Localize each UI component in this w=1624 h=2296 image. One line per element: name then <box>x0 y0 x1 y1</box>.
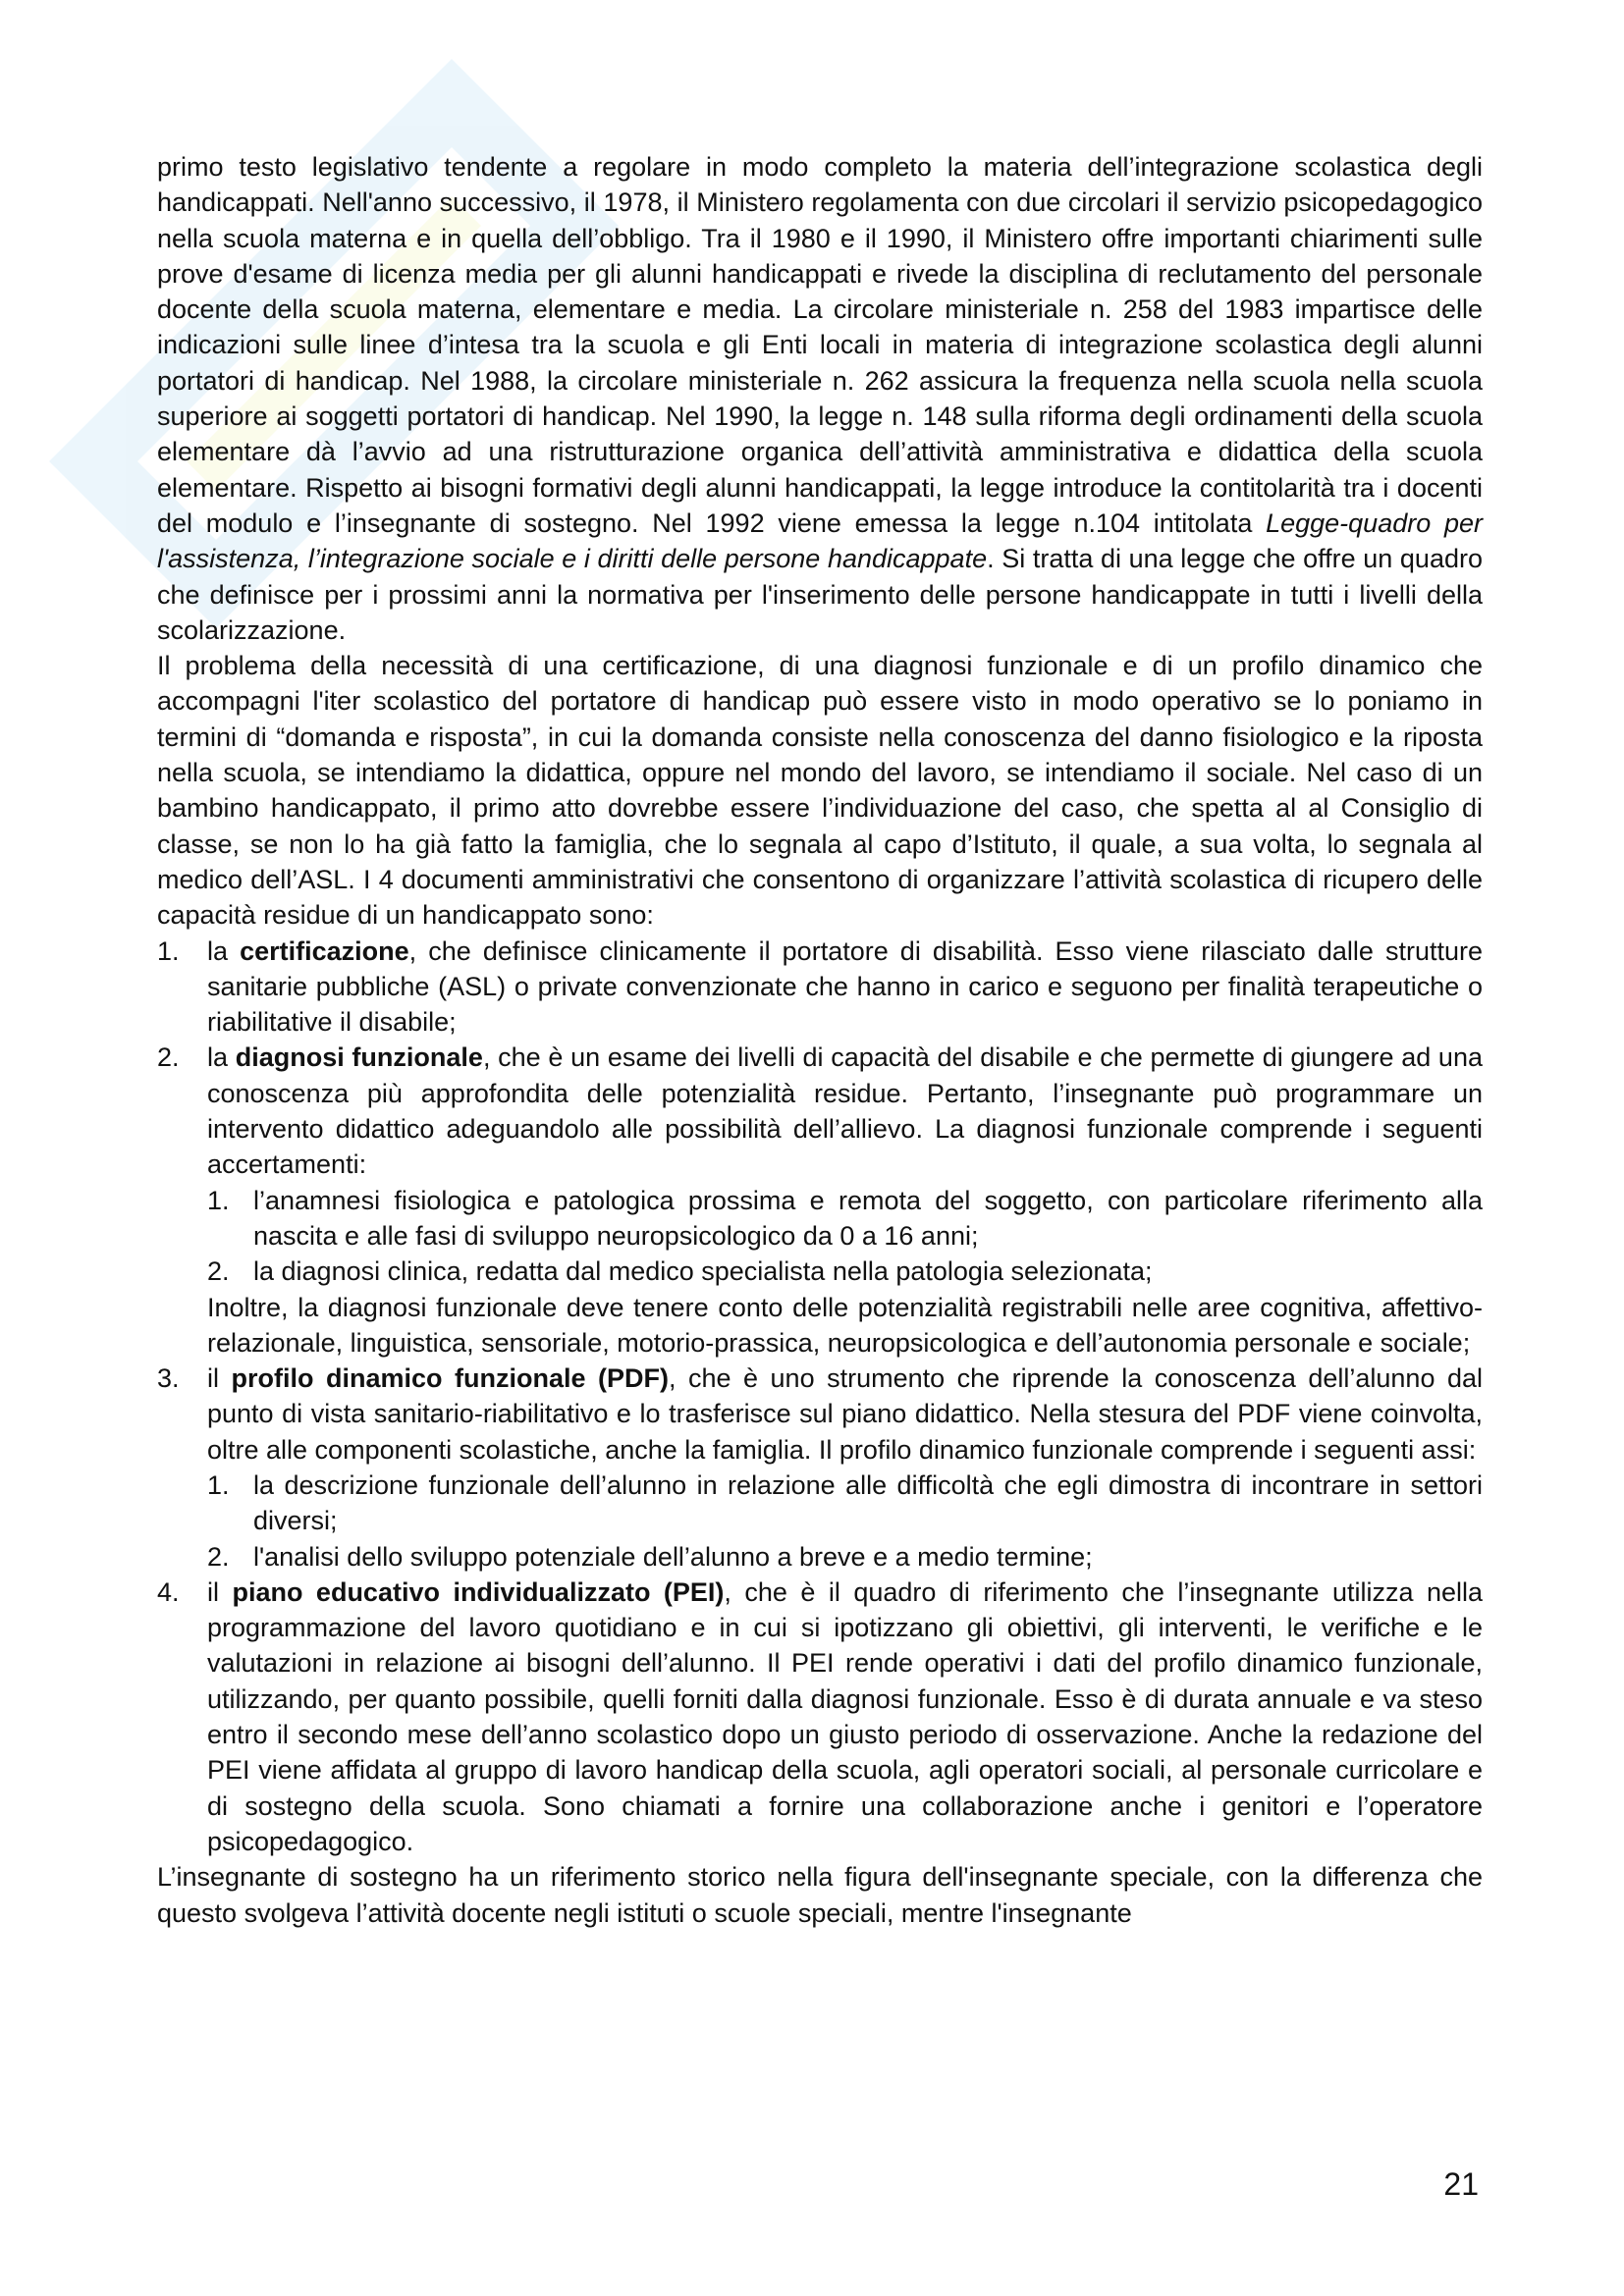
sub-list-item <box>207 1254 1483 1289</box>
list-item-diagnosi-funzionale <box>157 1040 1483 1361</box>
list-text: la descrizione funzionale dell’alunno in relazione alle difficoltà che egli dimostra di incontrare in settori diversi; <box>253 1469 1483 1536</box>
list-text: l'analisi dello sviluppo potenziale dell’alunno a breve e a medio termine; <box>253 1541 1093 1572</box>
paragraph-legislation <box>157 149 1483 648</box>
sub-list <box>207 1183 1483 1290</box>
sub-list-item <box>207 1539 1483 1575</box>
list-text: , che è un esame dei livelli di capacità del disabile e che permette di giungere ad una conoscenza più approfondita delle potenzialità residue. Pertanto, l’insegnante può programmare un intervento didattico adeguandolo alle possibilità dell’allievo. La diagnosi funzionale comprende i seguenti accertamenti: <box>207 1042 1483 1180</box>
paragraph-certification: Il problema della necessità di una certificazione, di una diagnosi funzionale e di un profilo dinamico che accompagni l'iter scolastico del portatore di handicap può essere visto in modo operativo se lo poniamo in termini di “domanda e risposta”, in cui la domanda consiste nella conoscenza del danno fisiologico e la riposta nella scuola, se intendiamo la didattica, oppure nel mondo del lavoro, se intendiamo il sociale. Nel caso di un bambino handicappato, il primo atto dovrebbe essere l’individuazione del caso, che spetta al al Consiglio di classe, se non lo ha già fatto la famiglia, che lo segnala al capo d’Istituto, il quale, a sua volta, lo segnala al medico dell’ASL. I 4 documenti amministrativi che consentono di organizzare l’attività scolastica di ricupero delle capacità residue di un handicappato sono: <box>157 651 1483 931</box>
list-item-profilo-dinamico <box>157 1361 1483 1575</box>
list-number: 1. <box>157 935 180 966</box>
list-number: 2. <box>157 1042 180 1073</box>
list-text: , che è il quadro di riferimento che l’insegnante utilizza nella programmazione del lavoro quotidiano e in cui si ipotizzano gli obiettivi, gli interventi, le verifiche e le valutazioni in relazione ai bisogni dell’alunno. Il PEI rende operativi i dati del profilo dinamico funzionale, utilizzando, per quanto possibile, quelli forniti dalla diagnosi funzionale. Esso è di durata annuale e va steso entro il secondo mese dell’anno scolastico dopo un giusto periodo di osservazione. Anche la redazione del PEI viene affidata al gruppo di lavoro handicap della scuola, agli operatori sociali, al personale curricolare e di sostegno della scuola. Sono chiamati a fornire una collaborazione anche i genitori e l’operatore psicopedagogico. <box>207 1576 1484 1856</box>
list-number: 2. <box>207 1256 230 1287</box>
list-number: 1. <box>207 1469 230 1500</box>
law-title: Legge-quadro per l'assistenza, l’integrazione sociale e i diritti delle persone handicappate <box>157 507 1484 574</box>
documents-list <box>157 934 1483 1860</box>
list-text: la diagnosi clinica, redatta dal medico specialista nella patologia selezionata; <box>253 1256 1153 1287</box>
list-number: 2. <box>207 1541 230 1572</box>
paragraph-insegnante-sostegno: L’insegnante di sostegno ha un riferimento storico nella figura dell'insegnante speciale, con la differenza che questo svolgeva l’attività docente negli istituti o scuole speciali, mentre l'insegnante <box>157 1862 1483 1928</box>
page-number: 21 <box>1443 2166 1479 2202</box>
list-text: la <box>207 935 241 966</box>
list-text: il <box>207 1363 232 1394</box>
document-body <box>157 149 1483 1931</box>
paragraph-text: . Si tratta di una legge che offre un quadro che definisce per i prossimi anni la normativa per l'inserimento delle persone handicappate in tutti i livelli della scolarizzazione. <box>157 544 1483 645</box>
list-number: 3. <box>157 1363 180 1394</box>
list-item-certificazione <box>157 934 1483 1041</box>
list-text: , che è uno strumento che riprende la conoscenza dell’alunno dal punto di vista sanitario-riabilitativo e lo trasferisce sul piano didattico. Nella stesura del PDF viene coinvolta, oltre alle componenti scolastiche, anche la famiglia. Il profilo dinamico funzionale comprende i seguenti assi: <box>207 1363 1483 1465</box>
paragraph-text: primo testo legislativo tendente a regolare in modo completo la materia dell’integrazione scolastica degli handicappati. Nell'anno successivo, il 1978, il Ministero regolamenta con due circolari il servizio psicopedagogico nella scuola materna e in quella dell’obbligo. Tra il 1980 e il 1990, il Ministero offre importanti chiarimenti sulle prove d'esame di licenza media per gli alunni handicappati e rivede la disciplina di reclutamento del personale docente della scuola materna, elementare e media. La circolare ministeriale n. 258 del 1983 impartisce delle indicazioni sulle linee d’intesa tra la scuola e gli Enti locali in materia di integrazione scolastica degli alunni portatori di handicap. Nel 1988, la circolare ministeriale n. 262 assicura la frequenza nella scuola nella scuola superiore ai soggetti portatori di handicap. Nel 1990, la legge n. 148 sulla riforma degli ordinamenti della scuola elementare dà l’avvio ad una ristrutturazione organica dell’attività amministrativa e didattica della scuola elementare. Rispetto ai bisogni formativi degli alunni handicappati, la legge introduce la contitolarità tra i docenti del modulo e l’insegnante di sostegno. Nel 1992 viene emessa la legge n.104 intitolata <box>157 152 1483 538</box>
list-item-pei <box>157 1575 1483 1859</box>
sub-list <box>207 1468 1483 1575</box>
sub-list-item <box>207 1468 1483 1539</box>
list-term: profilo dinamico funzionale (PDF) <box>231 1363 669 1394</box>
list-text: l’anamnesi fisiologica e patologica prossima e remota del soggetto, con particolare riferimento alla nascita e alle fasi di sviluppo neuropsicologico da 0 a 16 anni; <box>253 1185 1483 1251</box>
list-term: piano educativo individualizzato (PEI) <box>232 1576 725 1607</box>
list-note: Inoltre, la diagnosi funzionale deve tenere conto delle potenzialità registrabili nelle aree cognitiva, affettivo-relazionale, linguistica, sensoriale, motorio-prassica, neuropsicologica e dell’autonomia personale e sociale; <box>207 1292 1483 1358</box>
list-text: , che definisce clinicamente il portatore di disabilità. Esso viene rilasciato dalle strutture sanitarie pubbliche (ASL) o private convenzionate che hanno in carico e seguono per finalità terapeutiche o riabilitative il disabile; <box>207 935 1483 1038</box>
sub-list-item <box>207 1183 1483 1255</box>
list-text: il <box>207 1576 233 1607</box>
list-term: diagnosi funzionale <box>235 1042 483 1073</box>
list-number: 1. <box>207 1185 230 1215</box>
list-term: certificazione <box>240 935 409 966</box>
list-number: 4. <box>157 1576 180 1607</box>
list-text: la <box>207 1042 236 1073</box>
